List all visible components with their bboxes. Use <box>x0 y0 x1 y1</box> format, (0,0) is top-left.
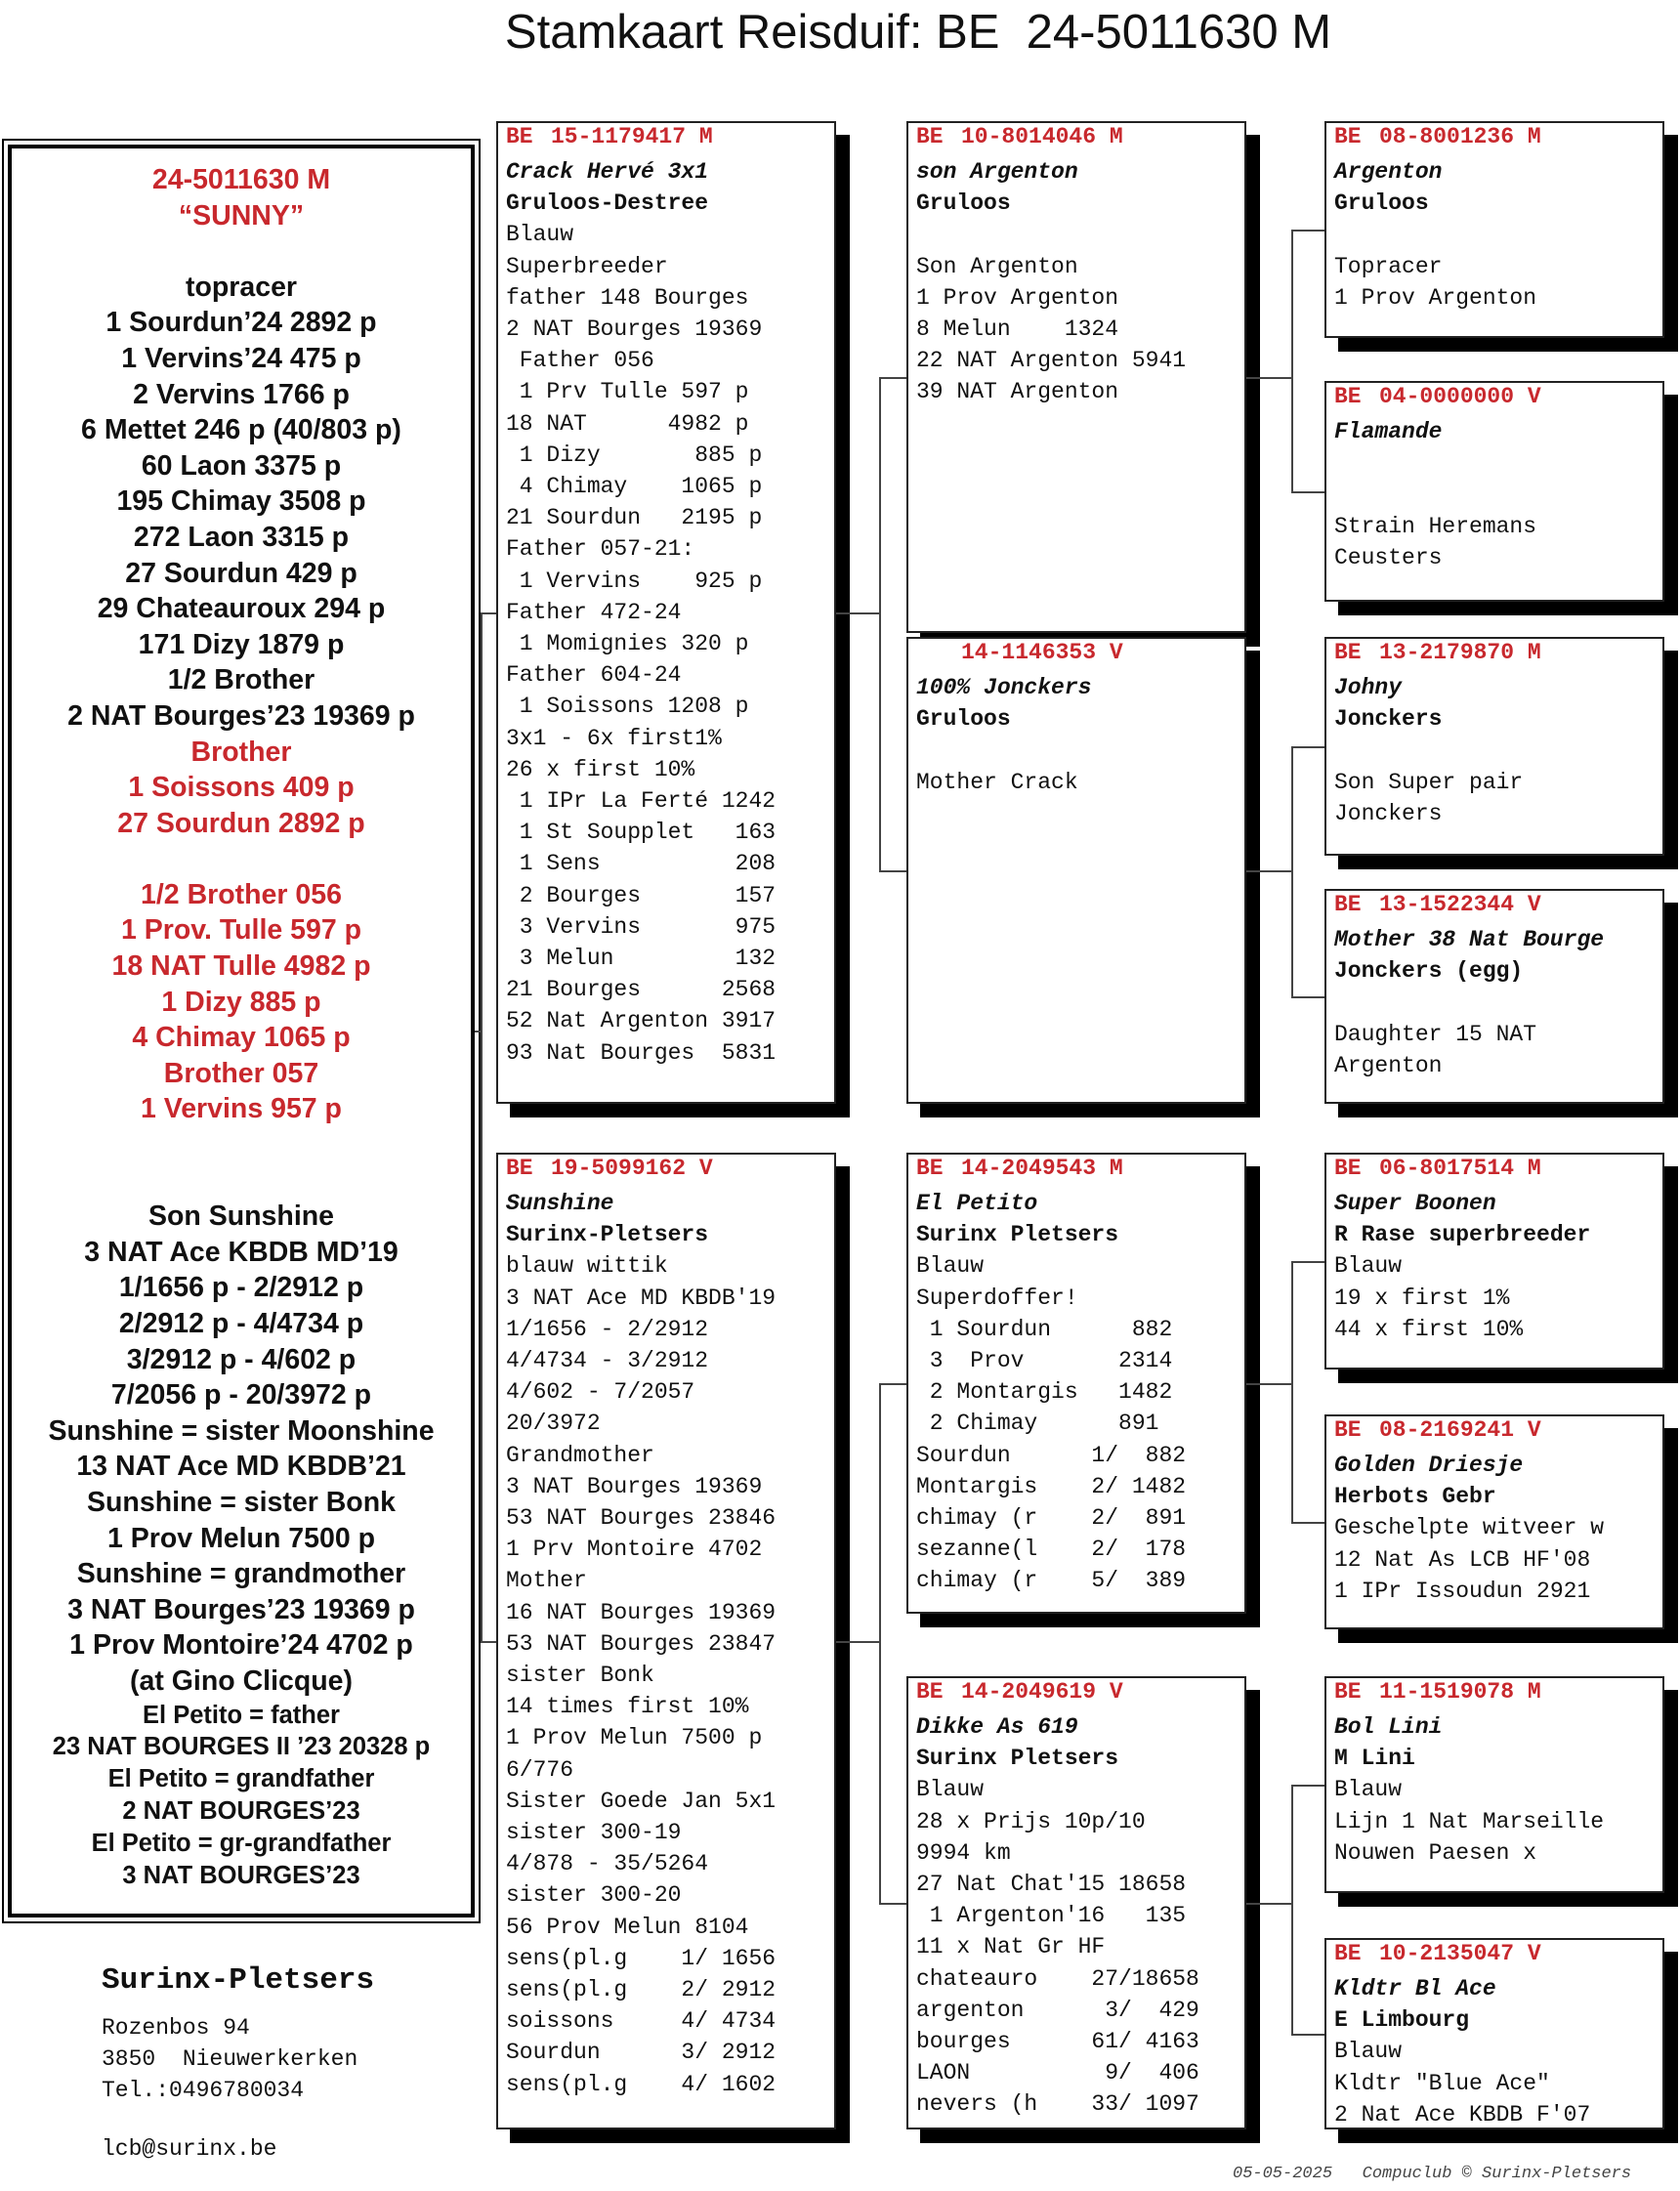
pedigree-line: 4/602 - 7/2057 <box>506 1379 695 1406</box>
connector-line <box>879 377 906 379</box>
subject-line: 1/1656 p - 2/2912 p <box>118 1272 364 1304</box>
pedigree-line: Blauw <box>1334 2039 1403 2065</box>
ring-number: 14-2049619 V <box>961 1679 1123 1705</box>
subject-line: 1 Prov Melun 7500 p <box>106 1522 376 1554</box>
pedigree-line: Argenton <box>1334 1052 1443 1078</box>
pedigree-line: 11 x Nat Gr HF <box>916 1934 1106 1960</box>
pedigree-line: 18 NAT 4982 p <box>506 410 749 437</box>
country-code: BE <box>1334 892 1362 917</box>
subject-line: 27 Sourdun 2892 p <box>117 807 365 839</box>
pigeon-name: son Argenton <box>916 159 1078 185</box>
pedigree-line: 1 Argenton'16 135 <box>916 1903 1187 1929</box>
pedigree-line: 1 Soissons 1208 p <box>506 694 749 720</box>
subject-card <box>8 145 475 1917</box>
pigeon-owner: R Rase superbreeder <box>1334 1222 1591 1248</box>
connector-line <box>836 612 879 614</box>
subject-line: 27 Sourdun 429 p <box>125 557 357 589</box>
pedigree-line: 1 Prv Tulle 597 p <box>506 379 749 405</box>
pedigree-line: 3 NAT Bourges 19369 <box>506 1473 763 1499</box>
pigeon-name: Johny <box>1334 675 1403 700</box>
pedigree-box-sire <box>496 121 836 1104</box>
pedigree-line: Blauw <box>506 222 574 248</box>
ring-number: 19-5099162 V <box>551 1156 713 1181</box>
pedigree-line: Father 056 <box>506 348 654 374</box>
pedigree-line <box>916 219 1244 250</box>
country-code: BE <box>1334 124 1362 149</box>
pedigree-line: 20/3972 <box>506 1411 601 1437</box>
pedigree-line: 1 Prov Melun 7500 p <box>506 1725 763 1751</box>
pedigree-line: 1 Sens 208 <box>506 851 777 877</box>
pedigree-line: sens(pl.g 4/ 1602 <box>506 2071 777 2097</box>
ring-header <box>916 637 1244 672</box>
pedigree-line: sens(pl.g 2/ 2912 <box>506 1977 777 2003</box>
footer <box>1233 2165 1631 2183</box>
ring-number: 13-1522344 V <box>1379 892 1541 917</box>
connector-line <box>879 1383 881 1905</box>
pedigree-line: Topracer <box>1334 253 1443 279</box>
pedigree-line: Father 057-21: <box>506 536 695 563</box>
connector-line <box>1246 377 1291 379</box>
pedigree-line: Strain Heremans <box>1334 513 1537 539</box>
country-code: BE <box>916 1679 944 1705</box>
pedigree-line: Sourdun 3/ 2912 <box>506 2040 777 2066</box>
connector-line <box>879 1383 906 1385</box>
ring-header <box>506 1153 834 1188</box>
pedigree-line <box>1334 219 1662 250</box>
connector-line <box>481 612 483 1643</box>
subject-line: 4 Chimay 1065 p <box>132 1022 351 1054</box>
ring-header <box>1334 889 1662 924</box>
pedigree-line: 3 Prov 2314 <box>916 1348 1173 1374</box>
pedigree-line: 1 Prov Argenton <box>916 284 1119 311</box>
connector-line <box>481 612 496 614</box>
pedigree-line: 21 Bourges 2568 <box>506 977 777 1003</box>
pedigree-line: 4/878 - 35/5264 <box>506 1851 709 1877</box>
subject-line: 24-5011630 M <box>151 164 331 195</box>
pedigree-line: father 148 Bourges <box>506 284 749 311</box>
pedigree-line: Ceusters <box>1334 544 1443 570</box>
country-code: BE <box>1334 1941 1362 1966</box>
pigeon-owner: Surinx Pletsers <box>916 1746 1119 1772</box>
pigeon-name: Kldtr Bl Ace <box>1334 1976 1496 2001</box>
pedigree-line: Lijn 1 Nat Marseille <box>1334 1808 1605 1834</box>
ring-header <box>916 1153 1244 1188</box>
country-code: BE <box>1334 1417 1362 1443</box>
pedigree-box-dsd <box>1324 1414 1664 1629</box>
spacer <box>12 841 471 877</box>
connector-line <box>1291 230 1293 493</box>
ring-header <box>1334 1676 1662 1711</box>
pigeon-owner <box>1334 447 1662 479</box>
pedigree-line <box>1334 987 1662 1018</box>
pedigree-line: 2 Chimay 891 <box>916 1411 1159 1437</box>
connector-line <box>1291 491 1324 493</box>
pedigree-line: Sourdun 1/ 882 <box>916 1442 1187 1468</box>
pedigree-line: sezanne(l 2/ 178 <box>916 1537 1187 1563</box>
pedigree-box-sd <box>906 637 1246 1104</box>
breeder-email[interactable]: lcb@surinx.be <box>102 2136 277 2162</box>
pigeon-owner: M Lini <box>1334 1746 1415 1772</box>
pedigree-box-ss <box>906 121 1246 633</box>
ring-number: 10-2135047 V <box>1379 1941 1541 1966</box>
ring-number: 10-8014046 M <box>961 124 1123 149</box>
pigeon-name: Crack Hervé 3x1 <box>506 159 709 185</box>
ring-number: 15-1179417 M <box>551 124 713 149</box>
pedigree-line: Geschelpte witveer w <box>1334 1515 1605 1541</box>
subject-line: 6 Mettet 246 p (40/803 p) <box>81 414 401 446</box>
pigeon-name: Dikke As 619 <box>916 1714 1078 1740</box>
subject-line: 1/2 Brother 056 <box>141 878 342 910</box>
pedigree-line: 9994 km <box>916 1839 1011 1866</box>
connector-line <box>1291 1261 1324 1263</box>
pedigree-line: nevers (h 33/ 1097 <box>916 2091 1199 2118</box>
pedigree-line: chimay (r 2/ 891 <box>916 1505 1187 1532</box>
ring-number: 08-8001236 M <box>1379 124 1541 149</box>
pedigree-line: 2 Bourges 157 <box>506 882 777 908</box>
subject-line: 1 Sourdun’24 2892 p <box>105 307 377 339</box>
pedigree-line: 12 Nat As LCB HF'08 <box>1334 1546 1591 1573</box>
pedigree-line: Daughter 15 NAT <box>1334 1021 1537 1047</box>
pedigree-box-sss <box>1324 121 1664 338</box>
pedigree-line: 1 Prv Montoire 4702 <box>506 1537 763 1563</box>
ring-header <box>506 121 834 156</box>
ring-number: 04-0000000 V <box>1379 384 1541 409</box>
pedigree-line: 6/776 <box>506 1756 574 1783</box>
breeder-phone[interactable]: Tel.:0496780034 <box>102 2078 305 2103</box>
subject-line: 195 Chimay 3508 p <box>116 485 366 518</box>
subject-line: 7/2056 p - 20/3972 p <box>110 1379 372 1412</box>
subject-line: El Petito = gr-grandfather <box>91 1829 392 1857</box>
pedigree-line <box>916 735 1244 766</box>
pedigree-line: Nouwen Paesen x <box>1334 1839 1537 1866</box>
pedigree-line: Mother Crack <box>916 769 1078 795</box>
subject-line: “SUNNY” <box>178 199 305 232</box>
pedigree-line: argenton 3/ 429 <box>916 1997 1199 2023</box>
subject-line: 171 Dizy 1879 p <box>138 628 345 660</box>
pedigree-line: Son Super pair <box>1334 769 1524 795</box>
ring-header <box>1334 1414 1662 1450</box>
pedigree-line: 53 NAT Bourges 23847 <box>506 1630 777 1657</box>
pedigree-line: Son Argenton <box>916 253 1078 279</box>
connector-line <box>1291 996 1324 998</box>
pedigree-line: 1 Momignies 320 p <box>506 631 749 657</box>
pedigree-line: 2 NAT Bourges 19369 <box>506 316 763 343</box>
pedigree-line: soissons 4/ 4734 <box>506 2008 777 2035</box>
pedigree-line: Superdoffer! <box>916 1285 1078 1311</box>
pedigree-line: 1 Vervins 925 p <box>506 568 763 594</box>
pigeon-owner: Gruloos <box>916 190 1011 217</box>
pedigree-line: 44 x first 10% <box>1334 1316 1524 1342</box>
subject-line: 1 Soissons 409 p <box>128 772 355 804</box>
pedigree-box-ssd <box>1324 381 1664 602</box>
connector-line <box>1291 746 1324 748</box>
pedigree-line: 3 Melun 132 <box>506 946 777 972</box>
country-code: BE <box>506 124 533 149</box>
pedigree-line: 21 Sourdun 2195 p <box>506 505 763 531</box>
subject-line: 1 Dizy 885 p <box>161 986 321 1018</box>
pedigree-box-ddd <box>1324 1938 1664 2129</box>
connector-line <box>1291 1261 1293 1524</box>
pedigree-line: 1 IPr Issoudun 2921 <box>1334 1578 1591 1604</box>
pigeon-name: Sunshine <box>506 1191 614 1216</box>
pedigree-line: Blauw <box>916 1777 985 1803</box>
pedigree-line: 4 Chimay 1065 p <box>506 474 763 500</box>
subject-line: 13 NAT Ace MD KBDB’21 <box>76 1451 406 1483</box>
subject-line: 1 Vervins’24 475 p <box>121 342 361 374</box>
pigeon-owner: E Limbourg <box>1334 2007 1470 2034</box>
spacer <box>12 1127 471 1163</box>
pigeon-name: 100% Jonckers <box>916 675 1092 700</box>
ring-header <box>916 1676 1244 1711</box>
pedigree-box-dss <box>1324 1153 1664 1369</box>
subject-line: Son Sunshine <box>147 1201 334 1233</box>
pedigree-line: sister 300-20 <box>506 1882 682 1909</box>
connector-line <box>481 1641 496 1643</box>
pedigree-line: 52 Nat Argenton 3917 <box>506 1008 777 1034</box>
pigeon-owner: Surinx Pletsers <box>916 1222 1119 1248</box>
subject-line: El Petito = grandfather <box>107 1765 375 1793</box>
pedigree-line: 19 x first 1% <box>1334 1285 1510 1311</box>
pedigree-line: sens(pl.g 1/ 1656 <box>506 1945 777 1971</box>
connector-line <box>1291 1785 1293 2036</box>
ring-number: 06-8017514 M <box>1379 1156 1541 1181</box>
pedigree-line: LAON 9/ 406 <box>916 2060 1199 2086</box>
connector-line <box>1246 1383 1291 1385</box>
connector-line <box>1291 1522 1324 1524</box>
country-code: BE <box>916 124 944 149</box>
pedigree-line: 1/1656 - 2/2912 <box>506 1316 709 1342</box>
pigeon-name: El Petito <box>916 1191 1038 1216</box>
pedigree-line: 56 Prov Melun 8104 <box>506 1914 749 1940</box>
connector-line <box>879 1903 906 1905</box>
subject-line: El Petito = father <box>143 1701 340 1729</box>
pedigree-line: 3 NAT Ace MD KBDB'19 <box>506 1285 777 1311</box>
pedigree-line: Montargis 2/ 1482 <box>916 1473 1187 1499</box>
subject-line: 18 NAT Tulle 4982 p <box>111 950 371 983</box>
subject-line: 3 NAT Ace KBDB MD’19 <box>84 1236 399 1268</box>
country-code: BE <box>1334 384 1362 409</box>
pedigree-line: 93 Nat Bourges 5831 <box>506 1039 777 1066</box>
pedigree-line: 4/4734 - 3/2912 <box>506 1348 709 1374</box>
subject-line: 272 Laon 3315 p <box>133 521 350 553</box>
subject-line: 3 NAT BOURGES’23 <box>122 1861 360 1889</box>
subject-line: 3/2912 p - 4/602 p <box>126 1343 357 1375</box>
pedigree-line: Kldtr "Blue Ace" <box>1334 2070 1550 2096</box>
breeder-address: Rozenbos 94 <box>102 2015 250 2041</box>
page-title: Stamkaart Reisduif: BE 24-5011630 M <box>504 6 1332 59</box>
pedigree-line: Grandmother <box>506 1442 654 1468</box>
pigeon-name: Mother 38 Nat Bourge <box>1334 927 1605 952</box>
ring-header <box>1334 1938 1662 1973</box>
pedigree-line: Blauw <box>1334 1253 1403 1280</box>
pedigree-box-dds <box>1324 1676 1664 1893</box>
ring-header <box>1334 381 1662 416</box>
pedigree-line: blauw wittik <box>506 1253 668 1280</box>
subject-line: 29 Chateauroux 294 p <box>97 593 386 625</box>
pedigree-line: 1 Prov Argenton <box>1334 284 1537 311</box>
ring-number: 13-2179870 M <box>1379 640 1541 665</box>
pigeon-owner: Gruloos <box>916 706 1011 733</box>
connector-line <box>879 377 881 872</box>
pedigree-line: 53 NAT Bourges 23846 <box>506 1505 777 1532</box>
footer-credit: Compuclub © Surinx-Pletsers <box>1362 2165 1632 2183</box>
pedigree-line: 1 St Soupplet 163 <box>506 820 777 846</box>
pigeon-name: Bol Lini <box>1334 1714 1443 1740</box>
pedigree-box-sds <box>1324 637 1664 856</box>
pigeon-owner: Gruloos <box>1334 190 1429 217</box>
ring-number: 11-1519078 M <box>1379 1679 1541 1705</box>
connector-line <box>1291 230 1324 232</box>
pedigree-line: sister Bonk <box>506 1663 654 1689</box>
subject-line: 1 Vervins 957 p <box>141 1093 342 1125</box>
pedigree-line: 27 Nat Chat'15 18658 <box>916 1872 1187 1898</box>
pedigree-line: 1 Dizy 885 p <box>506 442 763 468</box>
pigeon-owner: Jonckers <box>1334 706 1443 733</box>
pedigree-line: 2 Nat Ace KBDB F'07 <box>1334 2101 1591 2128</box>
spacer <box>12 1163 471 1200</box>
pedigree-box-dam <box>496 1153 836 2129</box>
subject-line: 3 NAT Bourges’23 19369 p <box>67 1593 415 1625</box>
subject-line: (at Gino Clicque) <box>130 1664 353 1697</box>
pigeon-name: Argenton <box>1334 159 1443 185</box>
breeder-city: 3850 Nieuwerkerken <box>102 2046 358 2072</box>
country-code: BE <box>506 1156 533 1181</box>
pedigree-line <box>1334 479 1662 510</box>
pigeon-owner: Jonckers (egg) <box>1334 958 1524 985</box>
ring-header <box>1334 1153 1662 1188</box>
pedigree-line <box>1334 735 1662 766</box>
pigeon-name: Flamande <box>1334 419 1443 444</box>
subject-line: 2/2912 p - 4/4734 p <box>118 1308 364 1339</box>
subject-line: Brother 057 <box>163 1057 319 1089</box>
pedigree-line: 26 x first 10% <box>506 756 695 782</box>
connector-line <box>1291 2034 1324 2036</box>
pedigree-line: Blauw <box>916 1253 985 1280</box>
pedigree-line: sister 300-19 <box>506 1820 682 1846</box>
ring-header <box>1334 637 1662 672</box>
country-code: BE <box>1334 1679 1362 1705</box>
pedigree-box-ds <box>906 1153 1246 1614</box>
pedigree-line: 39 NAT Argenton <box>916 379 1119 405</box>
subject-line: 2 NAT Bourges’23 19369 p <box>67 699 415 732</box>
ring-header <box>1334 121 1662 156</box>
subject-line: 60 Laon 3375 p <box>141 449 342 482</box>
connector-line <box>879 870 906 872</box>
connector-line <box>1246 870 1291 872</box>
subject-line: Sunshine = sister Bonk <box>87 1486 396 1518</box>
connector-line <box>836 1641 879 1643</box>
pedigree-line: 28 x Prijs 10p/10 <box>916 1808 1146 1834</box>
breeder-name: Surinx-Pletsers <box>102 1963 375 1998</box>
pedigree-box-dd <box>906 1676 1246 2129</box>
pedigree-box-sdd <box>1324 889 1664 1104</box>
pedigree-line: 2 Montargis 1482 <box>916 1379 1173 1406</box>
pedigree-line: Superbreeder <box>506 253 668 279</box>
pigeon-name: Super Boonen <box>1334 1191 1496 1216</box>
pedigree-line: 22 NAT Argenton 5941 <box>916 348 1187 374</box>
pigeon-name: Golden Driesje <box>1334 1453 1524 1478</box>
pedigree-line: 3x1 - 6x first1% <box>506 725 722 751</box>
pedigree-line: bourges 61/ 4163 <box>916 2029 1199 2055</box>
pedigree-line: 8 Melun 1324 <box>916 316 1119 342</box>
subject-line: 1 Prov Montoire’24 4702 p <box>69 1629 413 1662</box>
pedigree-line: Mother <box>506 1568 587 1594</box>
subject-line: topracer <box>185 271 298 303</box>
connector-line <box>1291 746 1293 998</box>
pedigree-line: 3 Vervins 975 <box>506 913 777 940</box>
spacer <box>12 233 471 270</box>
country-code: BE <box>1334 1156 1362 1181</box>
pigeon-owner: Herbots Gebr <box>1334 1484 1496 1510</box>
pigeon-owner: Surinx-Pletsers <box>506 1222 709 1248</box>
ring-number: 08-2169241 V <box>1379 1417 1541 1443</box>
subject-line: 1/2 Brother <box>167 664 315 696</box>
pedigree-line: chimay (r 5/ 389 <box>916 1568 1187 1594</box>
connector-line <box>1291 1785 1324 1787</box>
subject-line: Sunshine = grandmother <box>76 1558 406 1590</box>
pedigree-line: 16 NAT Bourges 19369 <box>506 1599 777 1625</box>
subject-line: 23 NAT BOURGES II ’23 20328 p <box>52 1733 431 1761</box>
pedigree-line: 1 IPr La Ferté 1242 <box>506 788 777 815</box>
pedigree-line: Father 604-24 <box>506 662 682 689</box>
subject-line: 1 Prov. Tulle 597 p <box>120 914 362 947</box>
pigeon-owner: Gruloos-Destree <box>506 190 709 217</box>
pedigree-line: 14 times first 10% <box>506 1694 749 1720</box>
subject-line: 2 Vervins 1766 p <box>133 378 350 410</box>
pedigree-line: Jonckers <box>1334 800 1443 826</box>
country-code: BE <box>916 1156 944 1181</box>
subject-line: Brother <box>190 736 292 768</box>
pedigree-line: chateauro 27/18658 <box>916 1965 1199 1992</box>
ring-number: 14-2049543 M <box>961 1156 1123 1181</box>
ring-number: 14-1146353 V <box>961 640 1123 665</box>
pedigree-line: Father 472-24 <box>506 599 682 625</box>
subject-line: Sunshine = sister Moonshine <box>48 1414 435 1447</box>
footer-date: 05-05-2025 <box>1233 2165 1333 2183</box>
pedigree-line: 1 Sourdun 882 <box>916 1316 1173 1342</box>
subject-line: 2 NAT BOURGES’23 <box>122 1796 360 1825</box>
country-code: BE <box>1334 640 1362 665</box>
pedigree-line: Sister Goede Jan 5x1 <box>506 1788 777 1814</box>
connector-line <box>1246 1903 1291 1905</box>
pedigree-line: Blauw <box>1334 1777 1403 1803</box>
ring-header <box>916 121 1244 156</box>
